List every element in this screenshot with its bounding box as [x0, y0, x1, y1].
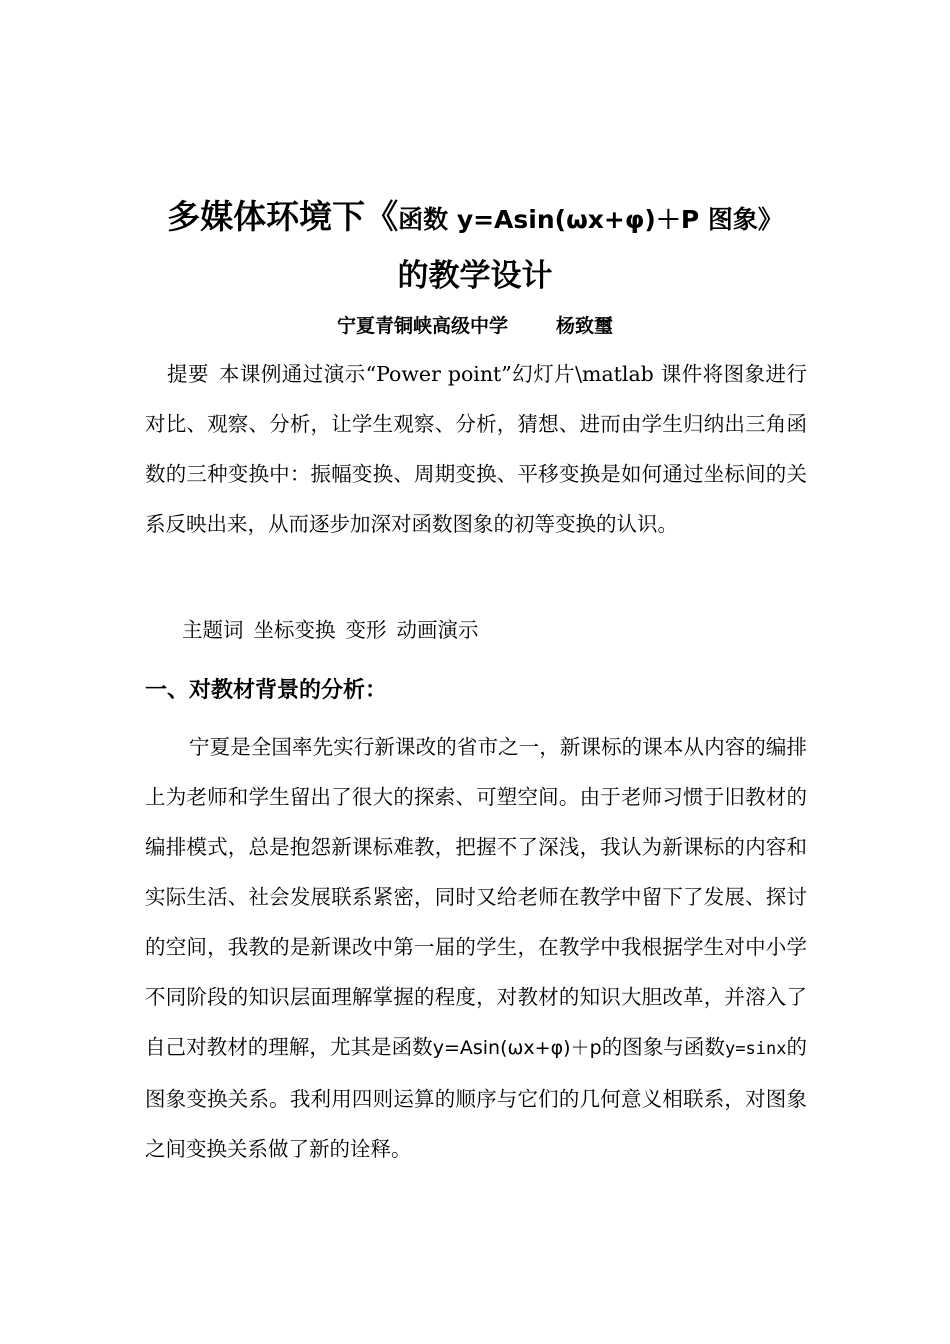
section-text-before: 宁夏是全国率先实行新课改的省市之一，新课标的课本从内容的编排上为老师和学生留出了很大的探索、可塑空间。由于老师习惯于旧教材的编排模式，总是抱怨新课标难教，把握不了深浅，我认为新课标的内容和实际生活、社会发展联系紧密，同时又给老师在教学中留下了发展、探讨的空间，我教的是新课改中第一届的学生，在教学中我根据学生对中小学不同阶段的知识层面理解掌握的程度，对教材的知识大胆改革，并溶入了自己对教材的理解，尤其是函数 [145, 735, 807, 1059]
school-name: 宁夏青铜峡高级中学 [336, 315, 508, 337]
section-text-mid: 的图象与函数 [601, 1035, 726, 1059]
keyword-item: 坐标变换 [253, 618, 336, 642]
abstract-paragraph [145, 349, 807, 549]
title-prefix: 多媒体环境下《 [167, 197, 399, 236]
formula-sinx: y=sinx [725, 1039, 787, 1059]
abstract-text: 本课例通过演示“Power point”幻灯片\matlab 课件将图象进行对比、观察、分析，让学生观察、分析，猜想、进而由学生归纳出三角函数的三种变换中：振幅变换、周期变换、平移变换是如何通过坐标间的关系反映出来，从而逐步加深对函数图象的初等变换的认识。 [145, 362, 808, 536]
title-line-2: 的教学设计 [397, 258, 553, 294]
keyword-item: 动画演示 [396, 618, 479, 642]
byline [100, 309, 850, 343]
document-title [100, 189, 850, 304]
section-text-after: 的图象变换关系。我利用四则运算的顺序与它们的几何意义相联系，对图象之间变换关系做了新的诠释。 [145, 1035, 808, 1161]
keyword-item: 变形 [345, 618, 387, 642]
section-heading: 一、对教材背景的分析： [145, 678, 388, 703]
title-line-1 [100, 189, 850, 248]
abstract-label: 提要 [167, 362, 209, 386]
keywords-label: 主题词 [182, 618, 244, 642]
section-body [145, 722, 807, 1174]
author-name: 杨致璽 [556, 315, 614, 337]
keywords-line [182, 612, 489, 648]
formula-general: y=Asin(ωx+φ)＋p [432, 1037, 602, 1059]
title-formula: 函数 y=Asin(ωx+φ)＋P 图象》 [398, 205, 783, 234]
